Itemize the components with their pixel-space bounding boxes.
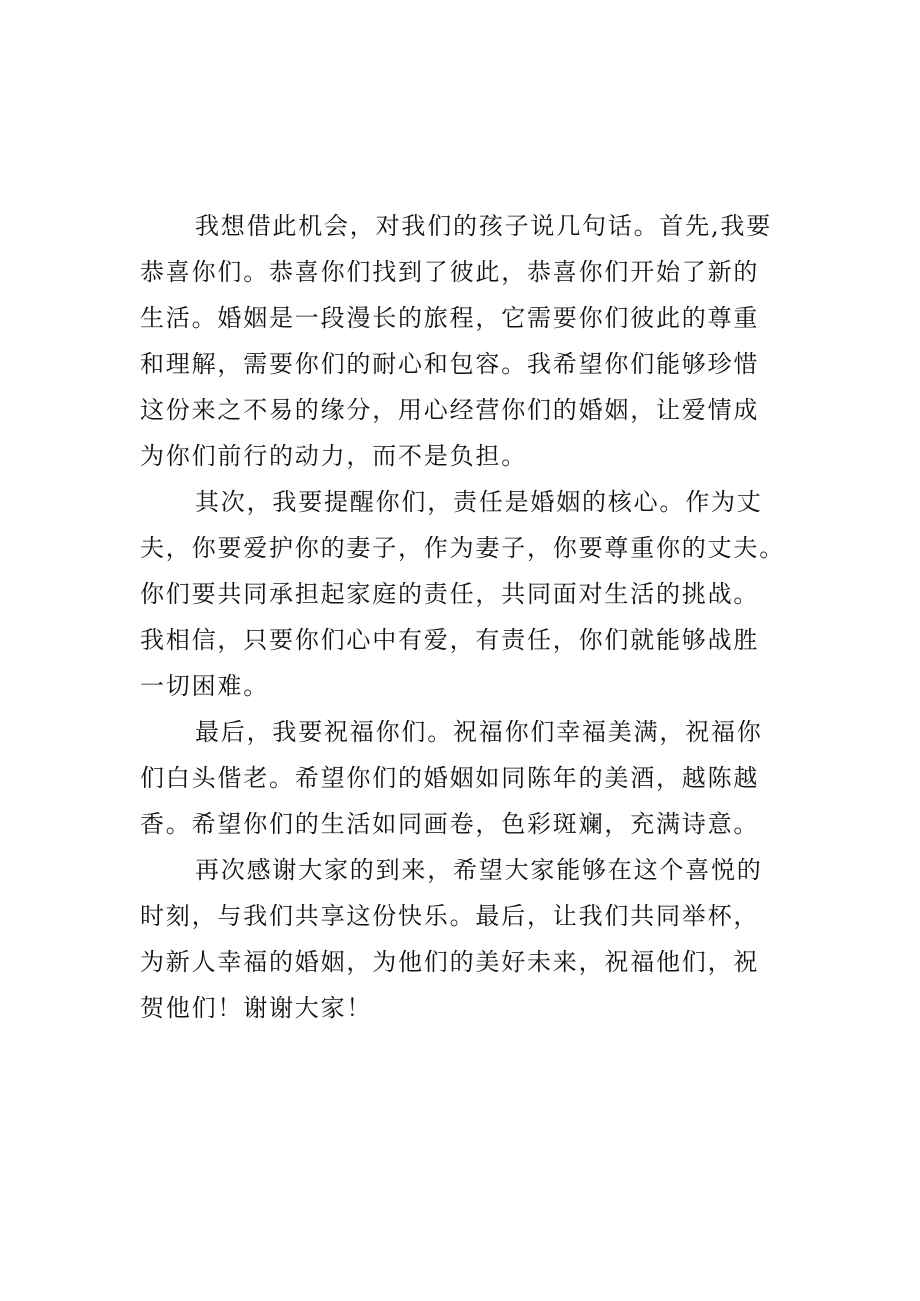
paragraph-line: 其次，我要提醒你们，责任是婚姻的核心。作为丈 [195,488,763,516]
paragraph-line: 们白头偕老。希望你们的婚姻如同陈年的美酒，越陈越 [140,764,760,792]
paragraph-line: 夫，你要爱护你的妻子，作为妻子，你要尊重你的丈夫。 [140,534,785,562]
paragraph-2 [140,479,790,709]
paragraph-line: 一切困难。 [140,672,269,700]
paragraph-line: 贺他们！谢谢大家！ [140,994,373,1022]
paragraph-4 [140,847,790,1031]
paragraph-line: 和理解，需要你们的耐心和包容。我希望你们能够珍惜 [140,350,760,378]
paragraph-line: 我相信，只要你们心中有爱，有责任，你们就能够战胜 [140,626,760,654]
paragraph-line: 这份来之不易的缘分，用心经营你们的婚姻，让爱情成 [140,396,760,424]
paragraph-line: 生活。婚姻是一段漫长的旅程，它需要你们彼此的尊重 [140,304,760,332]
paragraph-line: 再次感谢大家的到来，希望大家能够在这个喜悦的 [195,856,763,884]
paragraph-line: 香。希望你们的生活如同画卷，色彩斑斓，充满诗意。 [140,810,760,838]
paragraph-line: 为新人幸福的婚姻，为他们的美好未来，祝福他们，祝 [140,948,760,976]
paragraph-line: 为你们前行的动力，而不是负担。 [140,442,527,470]
paragraph-line: 我想借此机会，对我们的孩子说几句话。首先,我要 [195,212,773,240]
paragraph-1 [140,203,790,479]
paragraph-line: 最后，我要祝福你们。祝福你们幸福美满，祝福你 [195,718,763,746]
paragraph-3 [140,709,790,847]
paragraph-line: 时刻，与我们共享这份快乐。最后，让我们共同举杯， [140,902,760,930]
paragraph-line: 你们要共同承担起家庭的责任，共同面对生活的挑战。 [140,580,760,608]
paragraph-line: 恭喜你们。恭喜你们找到了彼此，恭喜你们开始了新的 [140,258,760,286]
document-body [140,203,790,1031]
